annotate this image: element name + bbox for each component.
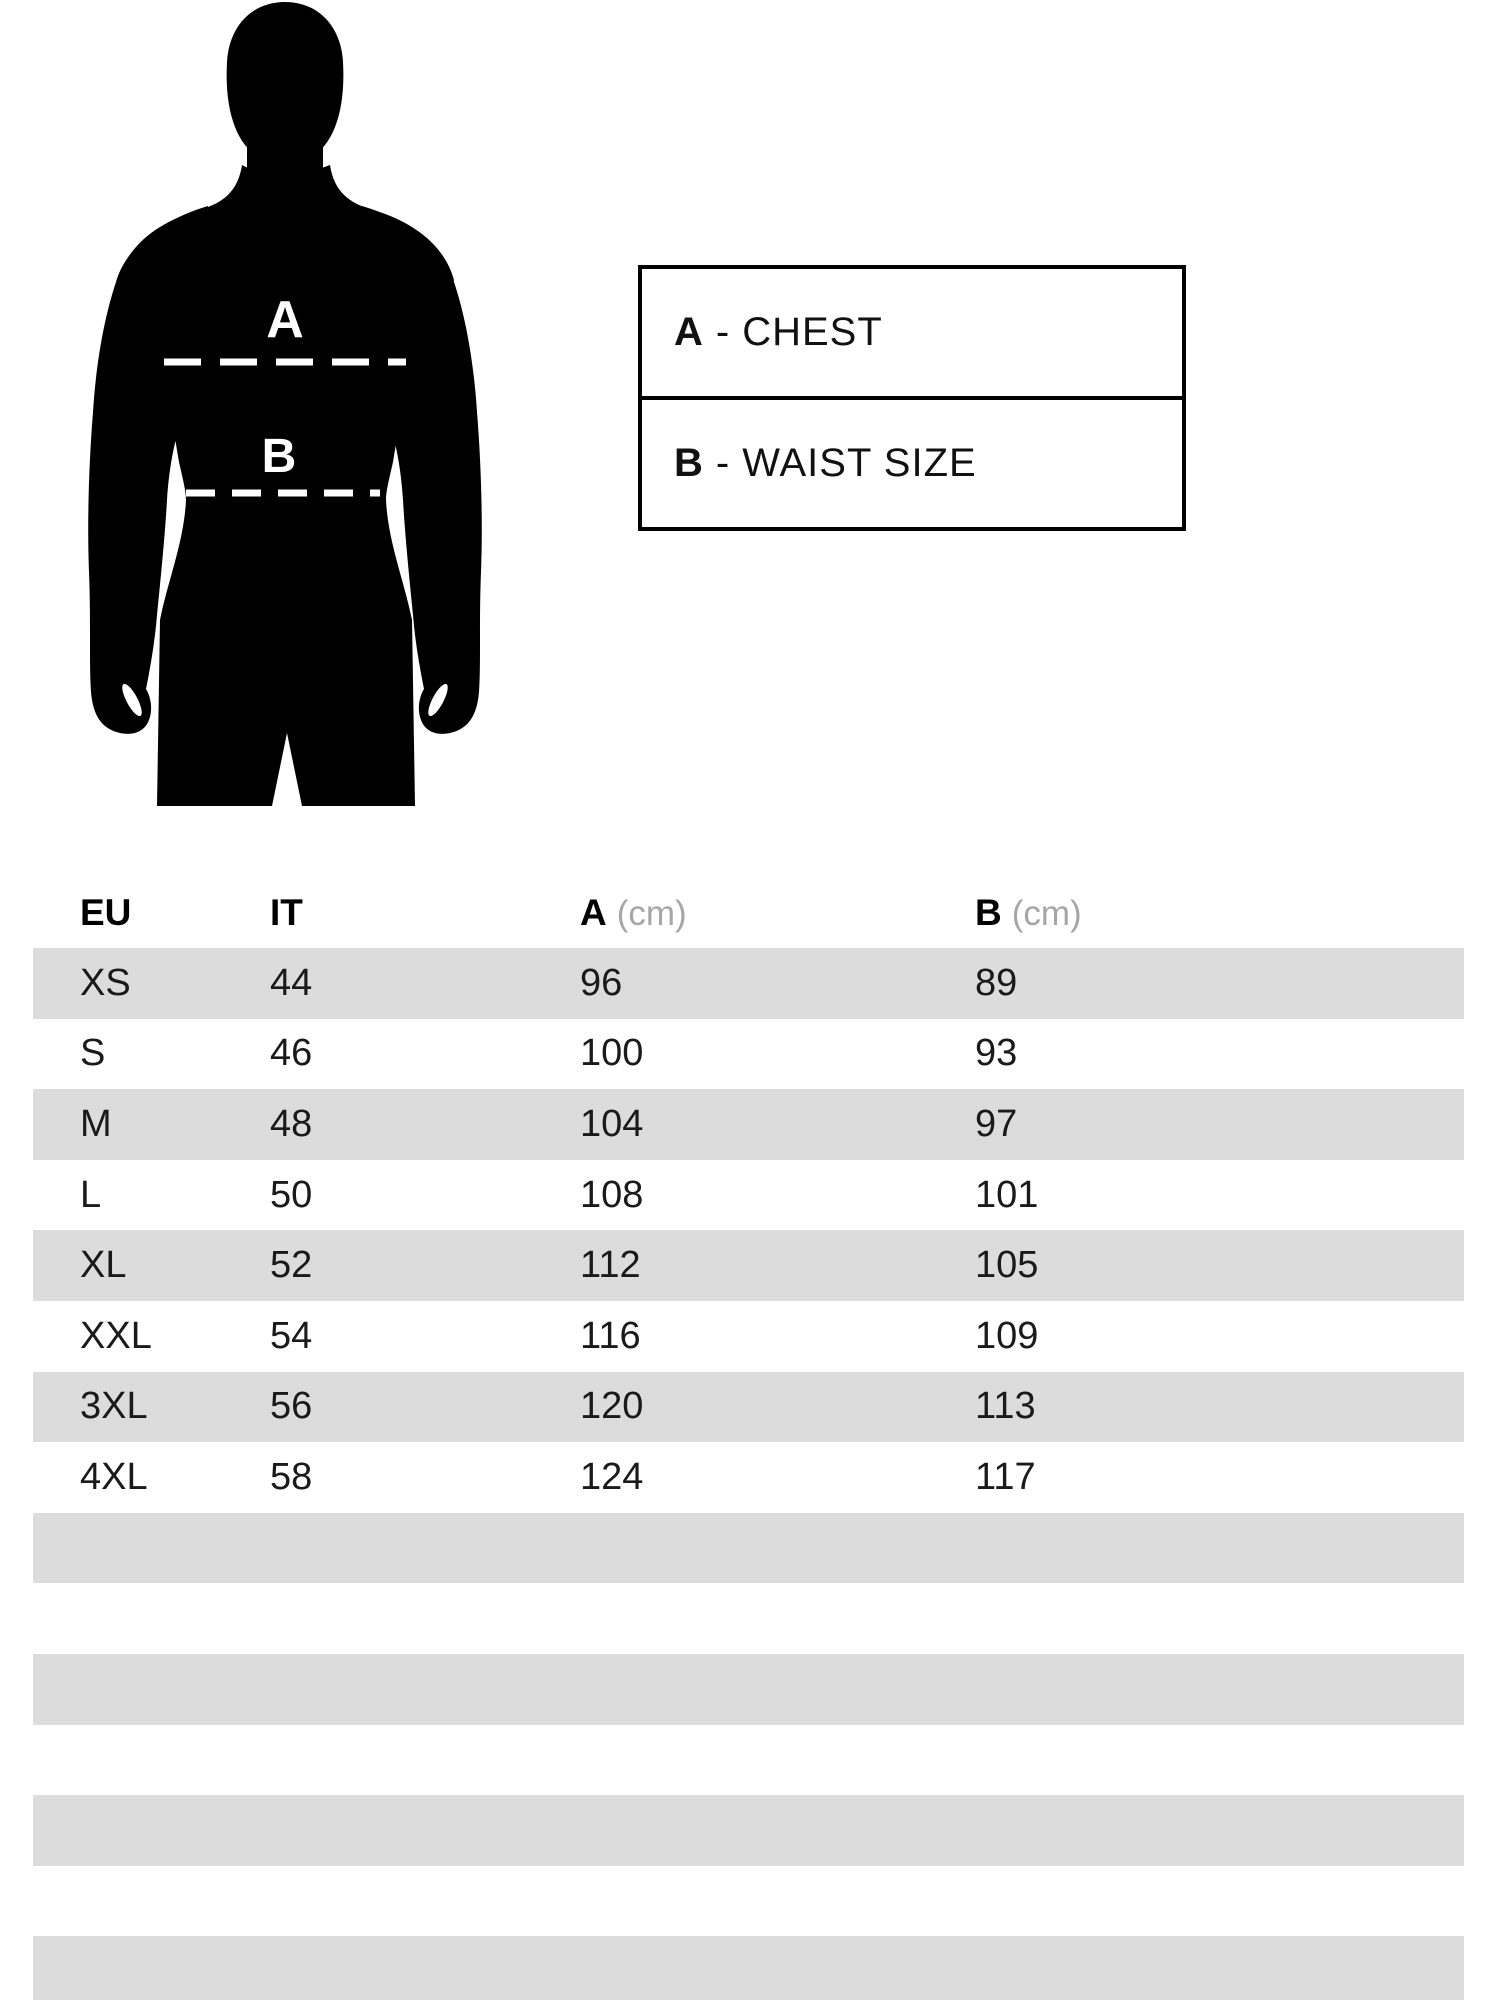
- column-header-label: EU: [80, 891, 132, 933]
- column-header-a-cm: [533, 892, 928, 934]
- table-row: [33, 1442, 1464, 1513]
- table-row-empty: [33, 1583, 1464, 1654]
- table-row: [33, 1301, 1464, 1372]
- measurement-legend: [638, 265, 1186, 531]
- table-row-empty: [33, 1795, 1464, 1866]
- table-cell: 52: [270, 1244, 313, 1287]
- column-header-label: A: [580, 891, 607, 933]
- table-cell: 97: [975, 1102, 1018, 1145]
- table-cell: 44: [270, 961, 313, 1004]
- table-cell: 109: [975, 1314, 1039, 1357]
- table-cell: XXL: [80, 1314, 152, 1357]
- table-row: [33, 1019, 1464, 1090]
- table-cell: 104: [580, 1102, 644, 1145]
- table-row-empty: [33, 1654, 1464, 1725]
- table-cell: 120: [580, 1385, 644, 1428]
- table-cell: 113: [975, 1385, 1036, 1428]
- table-row-empty: [33, 1513, 1464, 1584]
- table-cell: 48: [270, 1102, 313, 1145]
- table-cell: 4XL: [80, 1455, 148, 1498]
- table-cell: 101: [975, 1173, 1039, 1216]
- table-cell: 112: [580, 1244, 641, 1287]
- table-cell: M: [80, 1102, 112, 1145]
- table-cell: XL: [80, 1244, 127, 1287]
- table-cell: 116: [580, 1314, 641, 1357]
- column-header-unit: (cm): [1011, 893, 1082, 933]
- table-row-empty: [33, 1725, 1464, 1796]
- legend-key-b: B: [674, 441, 704, 485]
- table-cell: 96: [580, 961, 623, 1004]
- table-cell: 93: [975, 1032, 1018, 1075]
- column-header-label: IT: [270, 891, 303, 933]
- table-cell: 50: [270, 1173, 313, 1216]
- column-header-unit: (cm): [616, 893, 687, 933]
- silhouette-shapes: [88, 2, 482, 806]
- legend-separator: -: [715, 441, 731, 485]
- legend-separator: -: [715, 310, 731, 354]
- legend-row-chest: [638, 265, 1186, 400]
- column-header-label: B: [975, 891, 1002, 933]
- table-row-empty: [33, 1866, 1464, 1937]
- legend-key-a: A: [674, 310, 704, 354]
- table-cell: 100: [580, 1032, 644, 1075]
- table-cell: L: [80, 1173, 102, 1216]
- table-cell: XS: [80, 961, 131, 1004]
- table-cell: 105: [975, 1244, 1039, 1287]
- table-row: [33, 1089, 1464, 1160]
- waist-marker-label: B: [261, 430, 297, 483]
- table-cell: 89: [975, 961, 1018, 1004]
- table-row: [33, 1230, 1464, 1301]
- table-cell: 56: [270, 1385, 313, 1428]
- table-cell: 54: [270, 1314, 313, 1357]
- table-header-row: [33, 877, 1464, 948]
- chest-marker-label: A: [266, 291, 304, 349]
- column-header-b-cm: [928, 892, 1464, 934]
- legend-label-chest: CHEST: [742, 310, 883, 354]
- table-row: [33, 1160, 1464, 1231]
- table-cell: 46: [270, 1032, 313, 1075]
- table-cell: 3XL: [80, 1385, 148, 1428]
- table-cell: 124: [580, 1455, 644, 1498]
- table-row-empty: [33, 1936, 1464, 2000]
- table-cell: 58: [270, 1455, 313, 1498]
- body-silhouette: [60, 0, 500, 810]
- column-header-eu: [33, 892, 223, 934]
- legend-label-waist: WAIST SIZE: [742, 441, 977, 485]
- table-row: [33, 1372, 1464, 1443]
- table-cell: 108: [580, 1173, 644, 1216]
- column-header-it: [223, 892, 533, 934]
- size-table: [33, 877, 1464, 2000]
- table-body: [33, 948, 1464, 2000]
- table-cell: 117: [975, 1455, 1036, 1498]
- table-row: [33, 948, 1464, 1019]
- table-cell: S: [80, 1032, 106, 1075]
- legend-row-waist: [638, 396, 1186, 531]
